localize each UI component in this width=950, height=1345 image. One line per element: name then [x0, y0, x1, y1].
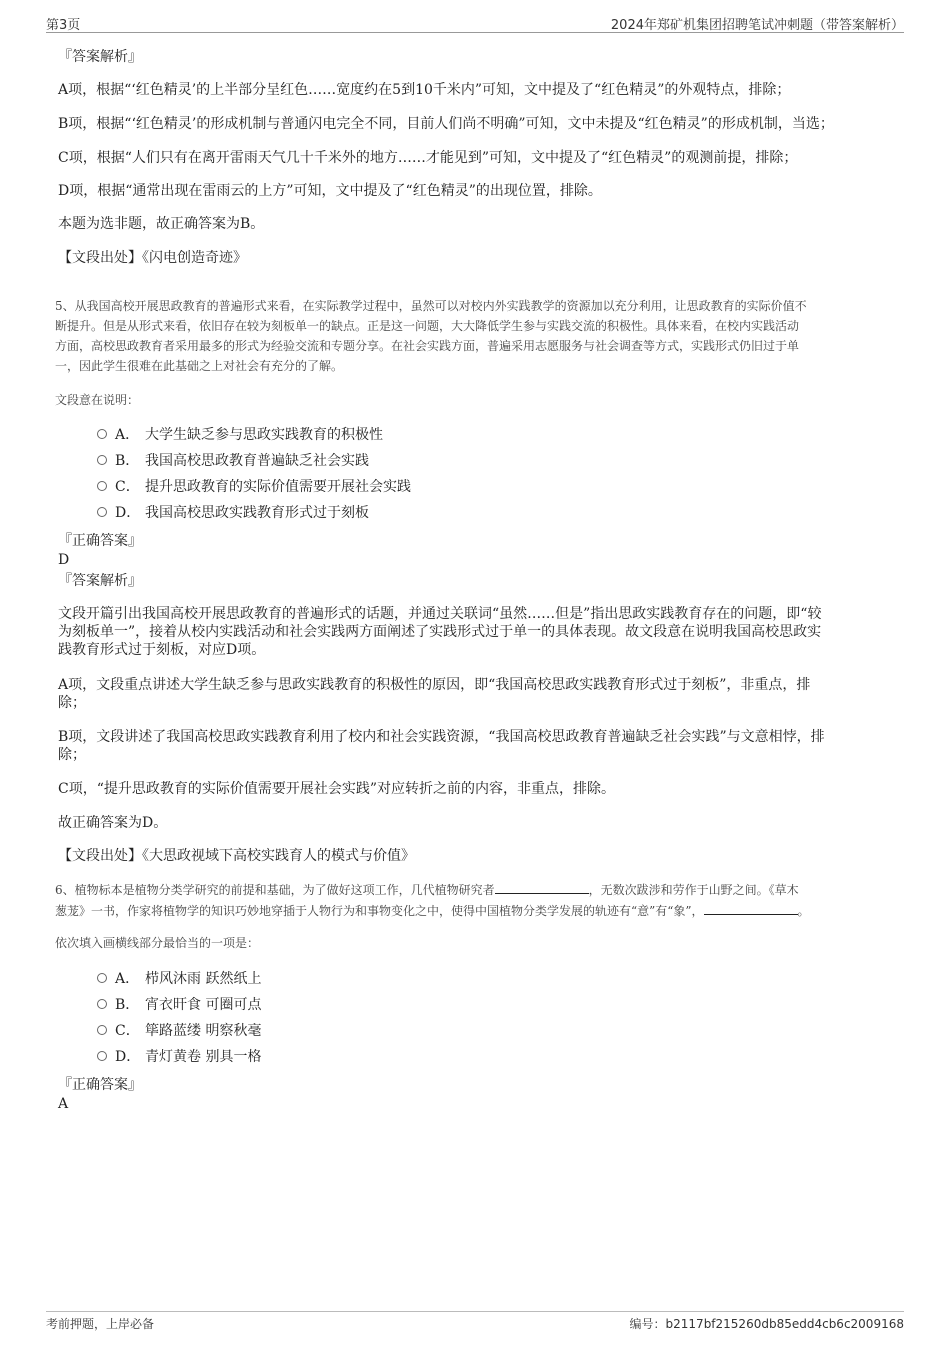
q5-option-a[interactable]: A． 大学生缺乏参与思政实践教育的积极性 — [97, 425, 383, 445]
q5-stem-line-3: 方面，高校思政教育者采用最多的形式为经验交流和专题分享。在社会实践方面，普遍采用志愿服务与社会调查等方式，实践形式仍旧过于单 — [55, 339, 800, 353]
document-id: 编号：b2117bf215260db85edd4cb6c2009168 — [629, 1317, 904, 1331]
q4-analysis-d: D项，根据“通常出现在雷雨云的上方”可知，文中提及了“红色精灵”的出现位置，排除。 — [58, 183, 602, 199]
q5-analysis-c: C项，“提升思政教育的实际价值需要开展社会实践”对应转折之前的内容，非重点，排除。 — [58, 781, 616, 797]
radio-icon[interactable] — [97, 999, 107, 1009]
q4-analysis-b: B项，根据“‘红色精灵’的形成机制与普通闪电完全不同，目前人们尚不明确”可知，文中未提及“红色精灵”的形成机制，当选； — [58, 116, 834, 132]
q6-option-c[interactable]: C． 筚路蓝缕 明察秋毫 — [97, 1021, 261, 1041]
q5-analysis-p1-line-1: 文段开篇引出我国高校开展思政教育的普遍形式的话题，并通过关联词“虽然……但是”指出思政实践教育存在的问题，即“较 — [58, 606, 822, 622]
q6-answer: A — [58, 1096, 69, 1112]
q5-analysis-a-line-2: 除； — [58, 695, 86, 711]
radio-icon[interactable] — [97, 429, 107, 439]
q5-analysis-a-line-1: A项，文段重点讲述大学生缺乏参与思政实践教育的积极性的原因，即“我国高校思政实践教育形式过于刻板”，非重点，排 — [58, 677, 811, 693]
radio-icon[interactable] — [97, 973, 107, 983]
q6-option-d[interactable]: D． 青灯黄卷 别具一格 — [97, 1047, 261, 1067]
q5-answer-label: 『正确答案』 — [58, 533, 142, 549]
radio-icon[interactable] — [97, 1025, 107, 1035]
q4-analysis-label: 『答案解析』 — [58, 49, 142, 65]
q5-option-b[interactable]: B． 我国高校思政教育普遍缺乏社会实践 — [97, 451, 369, 471]
document-title: 2024年郑矿机集团招聘笔试冲刺题（带答案解析） — [610, 18, 904, 33]
q6-stem-line-1: 6、植物标本是植物分类学研究的前提和基础，为了做好这项工作，几代植物研究者 ，无数次跋涉和劳作于山野之间。《草木 — [55, 883, 799, 897]
page-header — [46, 12, 904, 33]
q5-conclusion: 故正确答案为D。 — [58, 815, 168, 831]
q5-option-d[interactable]: D． 我国高校思政实践教育形式过于刻板 — [97, 503, 369, 523]
q6-option-a[interactable]: A． 栉风沐雨 跃然纸上 — [97, 969, 261, 989]
q4-conclusion: 本题为选非题，故正确答案为B。 — [58, 216, 265, 232]
footer-slogan: 考前押题，上岸必备 — [46, 1317, 155, 1331]
q5-stem-line-2: 断提升。但是从形式来看，依旧存在较为刻板单一的缺点。正是这一问题，大大降低学生参与实践交流的积极性。具体来看，在校内实践活动 — [55, 319, 800, 333]
fill-blank-2 — [704, 902, 798, 915]
q5-analysis-b-line-1: B项，文段讲述了我国高校思政实践教育利用了校内和社会实践资源，“我国高校思政教育普遍缺乏社会实践”与文意相悖，排 — [58, 729, 825, 745]
q4-source: 【文段出处】《闪电创造奇迹》 — [58, 250, 247, 266]
radio-icon[interactable] — [97, 1051, 107, 1061]
q5-analysis-label: 『答案解析』 — [58, 573, 142, 589]
q6-prompt: 依次填入画横线部分最恰当的一项是： — [55, 936, 260, 950]
q6-answer-label: 『正确答案』 — [58, 1077, 142, 1093]
q6-option-b[interactable]: B． 宵衣旰食 可圈可点 — [97, 995, 261, 1015]
q5-analysis-p1-line-2: 为刻板单一”，接着从校内实践活动和社会实践两方面阐述了实践形式过于单一的具体表现。故文段意在说明我国高校思政实 — [58, 624, 822, 640]
q5-stem-line-4: 一，因此学生很难在此基础之上对社会有充分的了解。 — [55, 359, 344, 373]
fill-blank-1 — [495, 881, 589, 894]
q4-analysis-a: A项，根据“‘红色精灵’的上半部分呈红色……宽度约在5到10千米内”可知，文中提及了“红色精灵”的外观特点，排除； — [58, 82, 791, 98]
q5-option-c[interactable]: C． 提升思政教育的实际价值需要开展社会实践 — [97, 477, 411, 497]
page-footer — [46, 1311, 904, 1334]
q6-stem-line-2: 葱茏》一书，作家将植物学的知识巧妙地穿插于人物行为和事物变化之中，使得中国植物分类学发展的轨迹有“意”有“象”， 。 — [55, 904, 810, 918]
radio-icon[interactable] — [97, 507, 107, 517]
q4-analysis-c: C项，根据“人们只有在离开雷雨天气几十千米外的地方……才能见到”可知，文中提及了“红色精灵”的观测前提，排除； — [58, 150, 798, 166]
q5-analysis-p1-line-3: 践教育形式过于刻板，对应D项。 — [58, 642, 266, 658]
radio-icon[interactable] — [97, 455, 107, 465]
q5-source: 【文段出处】《大思政视域下高校实践育人的模式与价值》 — [58, 848, 415, 864]
q5-stem-line-1: 5、从我国高校开展思政教育的普遍形式来看，在实际教学过程中，虽然可以对校内外实践教学的资源加以充分利用，让思政教育的实际价值不 — [55, 299, 807, 313]
radio-icon[interactable] — [97, 481, 107, 491]
q5-answer: D — [58, 552, 70, 568]
q5-prompt: 文段意在说明： — [55, 393, 140, 407]
page-number: 第3页 — [46, 18, 81, 33]
q5-analysis-b-line-2: 除； — [58, 747, 86, 763]
